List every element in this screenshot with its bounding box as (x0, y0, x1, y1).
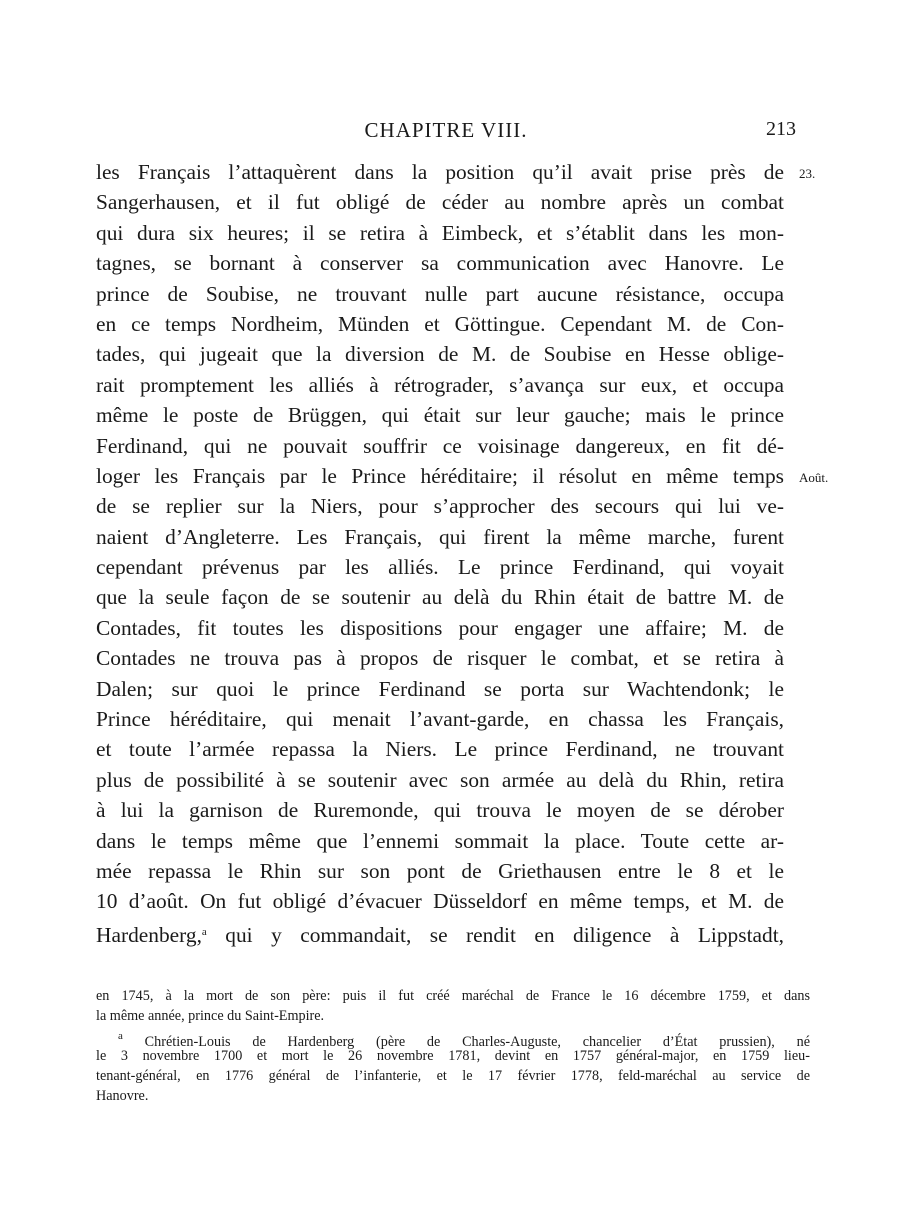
footnote-line: le 3 novembre 1700 et mort le 26 novembre 1781, devint en 1757 général-major, en 1759 lieu- (96, 1048, 810, 1064)
footnote-line: Hanovre. (96, 1088, 149, 1104)
text-line: tagnes, se bornant à conserver sa communication avec Hanovre. Le (96, 251, 784, 276)
text-line: qui dura six heures; il se retira à Eimbeck, et s’établit dans les mon- (96, 220, 784, 245)
text-line: Sangerhausen, et il fut obligé de céder au nombre après un combat (96, 190, 784, 215)
text-line: cependant prévenus par les alliés. Le prince Ferdinand, qui voyait (96, 555, 784, 580)
footnote-line: tenant-général, en 1776 général de l’infanterie, et le 17 février 1778, feld-maréchal au service de (96, 1068, 810, 1084)
text-line: naient d’Angleterre. Les Français, qui firent la même marche, furent (96, 524, 784, 549)
text-line: 10 d’août. On fut obligé d’évacuer Düsseldorf en même temps, et M. de (96, 889, 784, 914)
text-line: même le poste de Brüggen, qui était sur leur gauche; mais le prince (96, 403, 784, 428)
text-line: Ferdinand, qui ne pouvait souffrir ce voisinage dangereux, en fit dé- (96, 433, 784, 458)
margin-note-month: Août. (799, 470, 829, 485)
text-line: que la seule façon de se soutenir au delà du Rhin était de battre M. de (96, 585, 784, 610)
text-line: prince de Soubise, ne trouvant nulle part aucune résistance, occupa (96, 281, 784, 306)
text-line: Contades ne trouva pas à propos de risquer le combat, et se retira à (96, 646, 784, 671)
last-line-rest: qui y commandait, se rendit en diligence à Lippstadt, (206, 922, 784, 947)
footnote-a (96, 1026, 810, 1050)
running-header (96, 118, 796, 148)
text-line: tades, qui jugeait que la diversion de M. de Soubise en Hesse oblige- (96, 342, 784, 367)
chapter-title: CHAPITRE VIII. (364, 118, 528, 142)
text-line: mée repassa le Rhin sur son pont de Griethausen entre le 8 et le (96, 858, 784, 883)
text-line-last (96, 917, 784, 947)
text-line: en ce temps Nordheim, Münden et Göttingue. Cependant M. de Con- (96, 311, 784, 336)
footnote-reference-a[interactable]: a (201, 925, 207, 938)
text-line: de se replier sur la Niers, pour s’approcher des secours qui lui ve- (96, 494, 784, 519)
text-line: et toute l’armée repassa la Niers. Le prince Ferdinand, ne trouvant (96, 737, 784, 762)
text-line: à lui la garnison de Ruremonde, qui trouva le moyen de se dérober (96, 798, 784, 823)
text-line: loger les Français par le Prince héréditaire; il résolut en même temps (96, 463, 784, 488)
footnote-mark-a: a (118, 1030, 123, 1042)
margin-note-date: 23. (799, 166, 816, 181)
footnotes (96, 986, 810, 1106)
text-line: Dalen; sur quoi le prince Ferdinand se porta sur Wachtendonk; le (96, 676, 784, 701)
footnote-line: en 1745, à la mort de son père: puis il fut créé maréchal de France le 16 décembre 1759, et dans (96, 988, 810, 1004)
hardenberg-name: Hardenberg, (96, 922, 202, 947)
text-line: Contades, fit toutes les dispositions pour engager une affaire; M. de (96, 615, 784, 640)
text-line: Prince héréditaire, qui menait l’avant-garde, en chassa les Français, (96, 707, 784, 732)
footnote-line: la même année, prince du Saint-Empire. (96, 1008, 325, 1024)
page-number: 213 (766, 118, 796, 140)
text-line: les Français l’attaquèrent dans la position qu’il avait prise près de (96, 160, 784, 184)
text-line: rait promptement les alliés à rétrograder, s’avança sur eux, et occupa (96, 372, 784, 397)
text-line: dans le temps même que l’ennemi sommait la place. Toute cette ar- (96, 828, 784, 853)
text-line: plus de possibilité à se soutenir avec son armée au delà du Rhin, retira (96, 767, 784, 792)
body-text (96, 157, 784, 947)
footnote-a-text: Chrétien-Louis de Hardenberg (père de Charles-Auguste, chancelier d’État prussien), né (122, 1034, 810, 1050)
